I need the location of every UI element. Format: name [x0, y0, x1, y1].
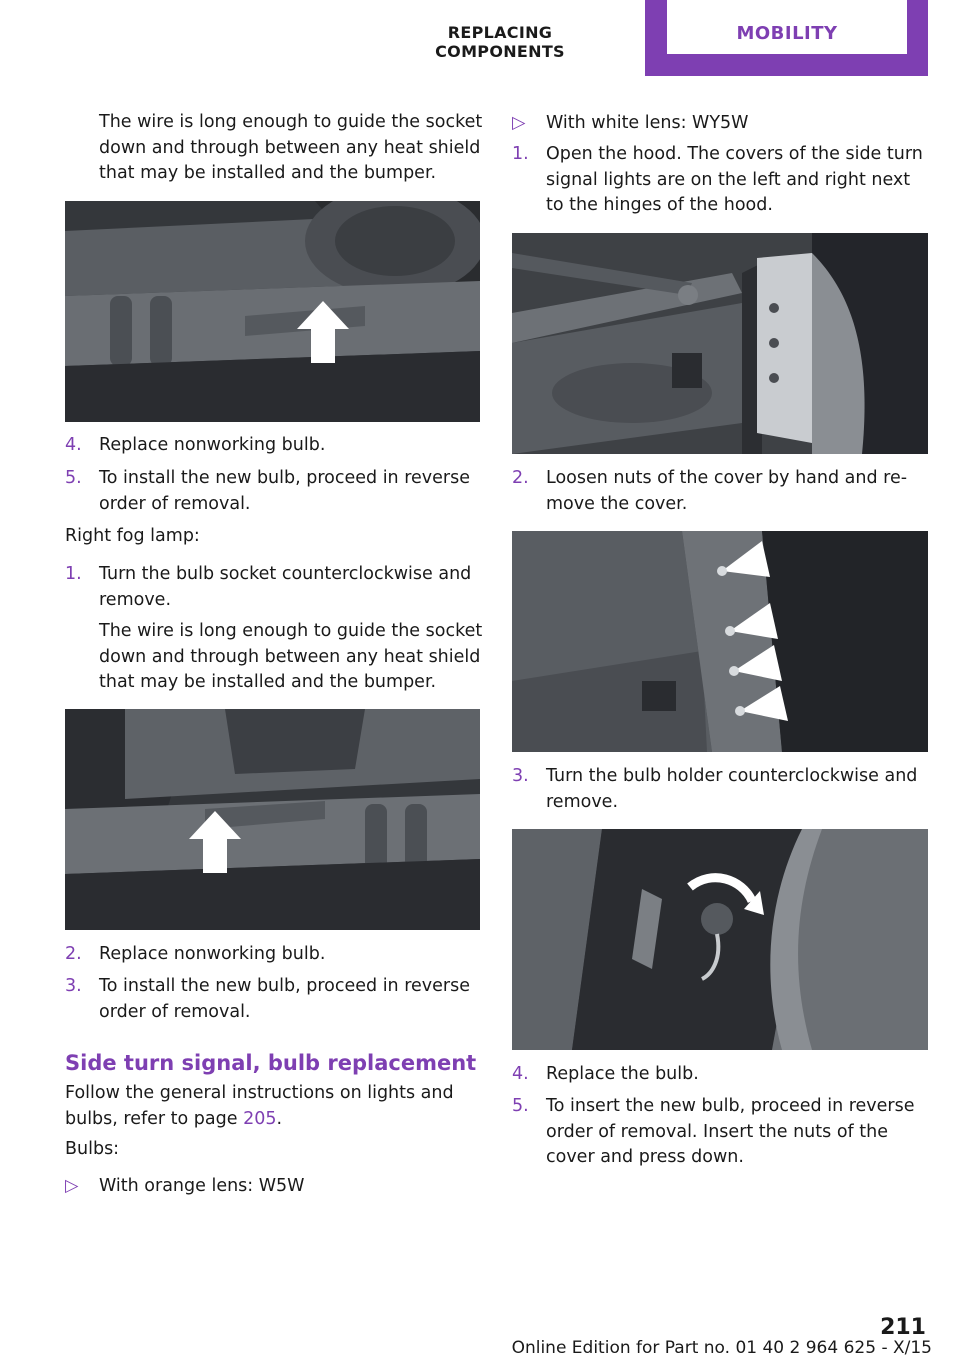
figure-left-fog-socket-art [65, 201, 480, 422]
step-number: 1. [512, 144, 529, 164]
step-text: Loosen nuts of the cover by hand and re‐ move the cover. [546, 468, 908, 514]
general-instructions [65, 1081, 465, 1132]
bullet-triangle-icon: ▷ [65, 1176, 79, 1196]
page-reference-link[interactable]: 205 [243, 1108, 277, 1129]
bulbs-label: Bulbs: [65, 1139, 120, 1159]
step-number: 5. [512, 1096, 529, 1116]
figure-right-fog-socket-art [65, 709, 480, 930]
chapter-tab [645, 0, 928, 76]
step-text: To install the new bulb, proceed in reverse order of removal. [99, 976, 470, 1022]
step-text: Turn the bulb socket counterclockwise and remove. [99, 564, 472, 610]
bullet-text: With white lens: WY5W [546, 113, 749, 133]
step-number: 4. [512, 1064, 529, 1084]
figure-bulb-holder [512, 829, 928, 1050]
right-fog-label: Right fog lamp: [65, 526, 200, 546]
step-text: Turn the bulb holder counterclockwise and remove. [546, 766, 918, 812]
step-number: 2. [65, 944, 82, 964]
step-text: To insert the new bulb, proceed in reverse order of removal. Insert the nuts of the cover and press down. [546, 1096, 915, 1167]
figure-hood-hinge [512, 233, 928, 454]
section-heading: Side turn signal, bulb replacement [65, 1051, 477, 1075]
step-note: The wire is long enough to guide the socket down and through between any heat shield that may be installed and the bumper. [99, 621, 483, 692]
step-number: 3. [512, 766, 529, 786]
step-text: Replace nonworking bulb. [99, 435, 326, 455]
figure-bulb-holder-art [512, 829, 928, 1050]
step-number: 2. [512, 468, 529, 488]
step-number: 3. [65, 976, 82, 996]
step-text: To install the new bulb, proceed in reverse order of removal. [99, 468, 470, 514]
figure-hood-hinge-art [512, 233, 928, 454]
intro-note: The wire is long enough to guide the socket down and through between any heat shield that may be installed and the bumper. [99, 112, 483, 183]
step-number: 1. [65, 564, 82, 584]
step-number: 4. [65, 435, 82, 455]
step-text: Replace the bulb. [546, 1064, 699, 1084]
figure-cover-nuts-art [512, 531, 928, 752]
figure-cover-nuts [512, 531, 928, 752]
figure-right-fog-socket [65, 709, 480, 930]
bullet-triangle-icon: ▷ [512, 113, 526, 133]
step-text: Open the hood. The covers of the side turn signal lights are on the left and right next to the hinges of the hood. [546, 144, 923, 215]
general-instructions-text: Follow the general instructions on lights and bulbs, refer to page [65, 1083, 454, 1129]
chapter-tab-label: MOBILITY [667, 0, 907, 54]
general-instructions-end: . [276, 1108, 283, 1129]
edition-footer: Online Edition for Part no. 01 40 2 964 625 - X/15 [511, 1338, 932, 1358]
step-number: 5. [65, 468, 82, 488]
figure-left-fog-socket [65, 201, 480, 422]
section-title: REPLACING COMPONENTS [435, 23, 565, 61]
page-number: 211 [880, 1315, 926, 1340]
bullet-text: With orange lens: W5W [99, 1176, 305, 1196]
step-text: Replace nonworking bulb. [99, 944, 326, 964]
